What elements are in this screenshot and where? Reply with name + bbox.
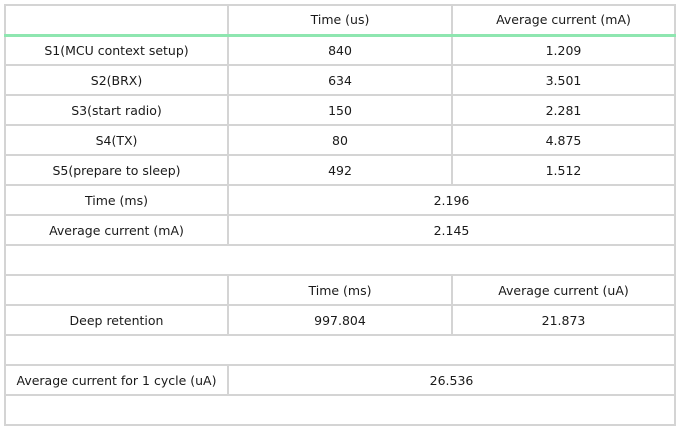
table-header-row <box>5 5 675 35</box>
sleep-header-row <box>5 275 675 305</box>
total-current-value: 2.145 <box>228 215 675 245</box>
state-name: S5(prepare to sleep) <box>5 155 228 185</box>
sleep-row <box>5 305 675 335</box>
state-current: 3.501 <box>452 65 675 95</box>
sleep-header-time-ms: Time (ms) <box>228 275 452 305</box>
spacer-row <box>5 395 675 425</box>
header-average-current-ma: Average current (mA) <box>452 5 675 35</box>
spacer-row <box>5 245 675 275</box>
cycle-current-label: Average current for 1 cycle (uA) <box>5 365 228 395</box>
sleep-header-average-current-ua: Average current (uA) <box>452 275 675 305</box>
spacer-row <box>5 335 675 365</box>
total-current-label: Average current (mA) <box>5 215 228 245</box>
power-consumption-table <box>4 4 676 426</box>
table-row <box>5 65 675 95</box>
cycle-current-row <box>5 365 675 395</box>
total-current-row <box>5 215 675 245</box>
state-name: S3(start radio) <box>5 95 228 125</box>
spacer-cell <box>5 245 675 275</box>
table-row <box>5 155 675 185</box>
total-time-label: Time (ms) <box>5 185 228 215</box>
state-time: 80 <box>228 125 452 155</box>
total-time-value: 2.196 <box>228 185 675 215</box>
cycle-current-value: 26.536 <box>228 365 675 395</box>
sleep-current: 21.873 <box>452 305 675 335</box>
header-empty-cell <box>5 5 228 35</box>
state-time: 634 <box>228 65 452 95</box>
header-time-us: Time (us) <box>228 5 452 35</box>
table-row <box>5 95 675 125</box>
state-current: 1.512 <box>452 155 675 185</box>
state-name: S1(MCU context setup) <box>5 35 228 65</box>
sleep-time: 997.804 <box>228 305 452 335</box>
state-time: 492 <box>228 155 452 185</box>
state-name: S4(TX) <box>5 125 228 155</box>
state-current: 2.281 <box>452 95 675 125</box>
state-name: S2(BRX) <box>5 65 228 95</box>
state-current: 1.209 <box>452 35 675 65</box>
table-row <box>5 35 675 65</box>
sleep-state-name: Deep retention <box>5 305 228 335</box>
sleep-header-empty-cell <box>5 275 228 305</box>
state-current: 4.875 <box>452 125 675 155</box>
spacer-cell <box>5 335 675 365</box>
state-time: 840 <box>228 35 452 65</box>
table-row <box>5 125 675 155</box>
total-time-row <box>5 185 675 215</box>
spacer-cell <box>5 395 675 425</box>
state-time: 150 <box>228 95 452 125</box>
